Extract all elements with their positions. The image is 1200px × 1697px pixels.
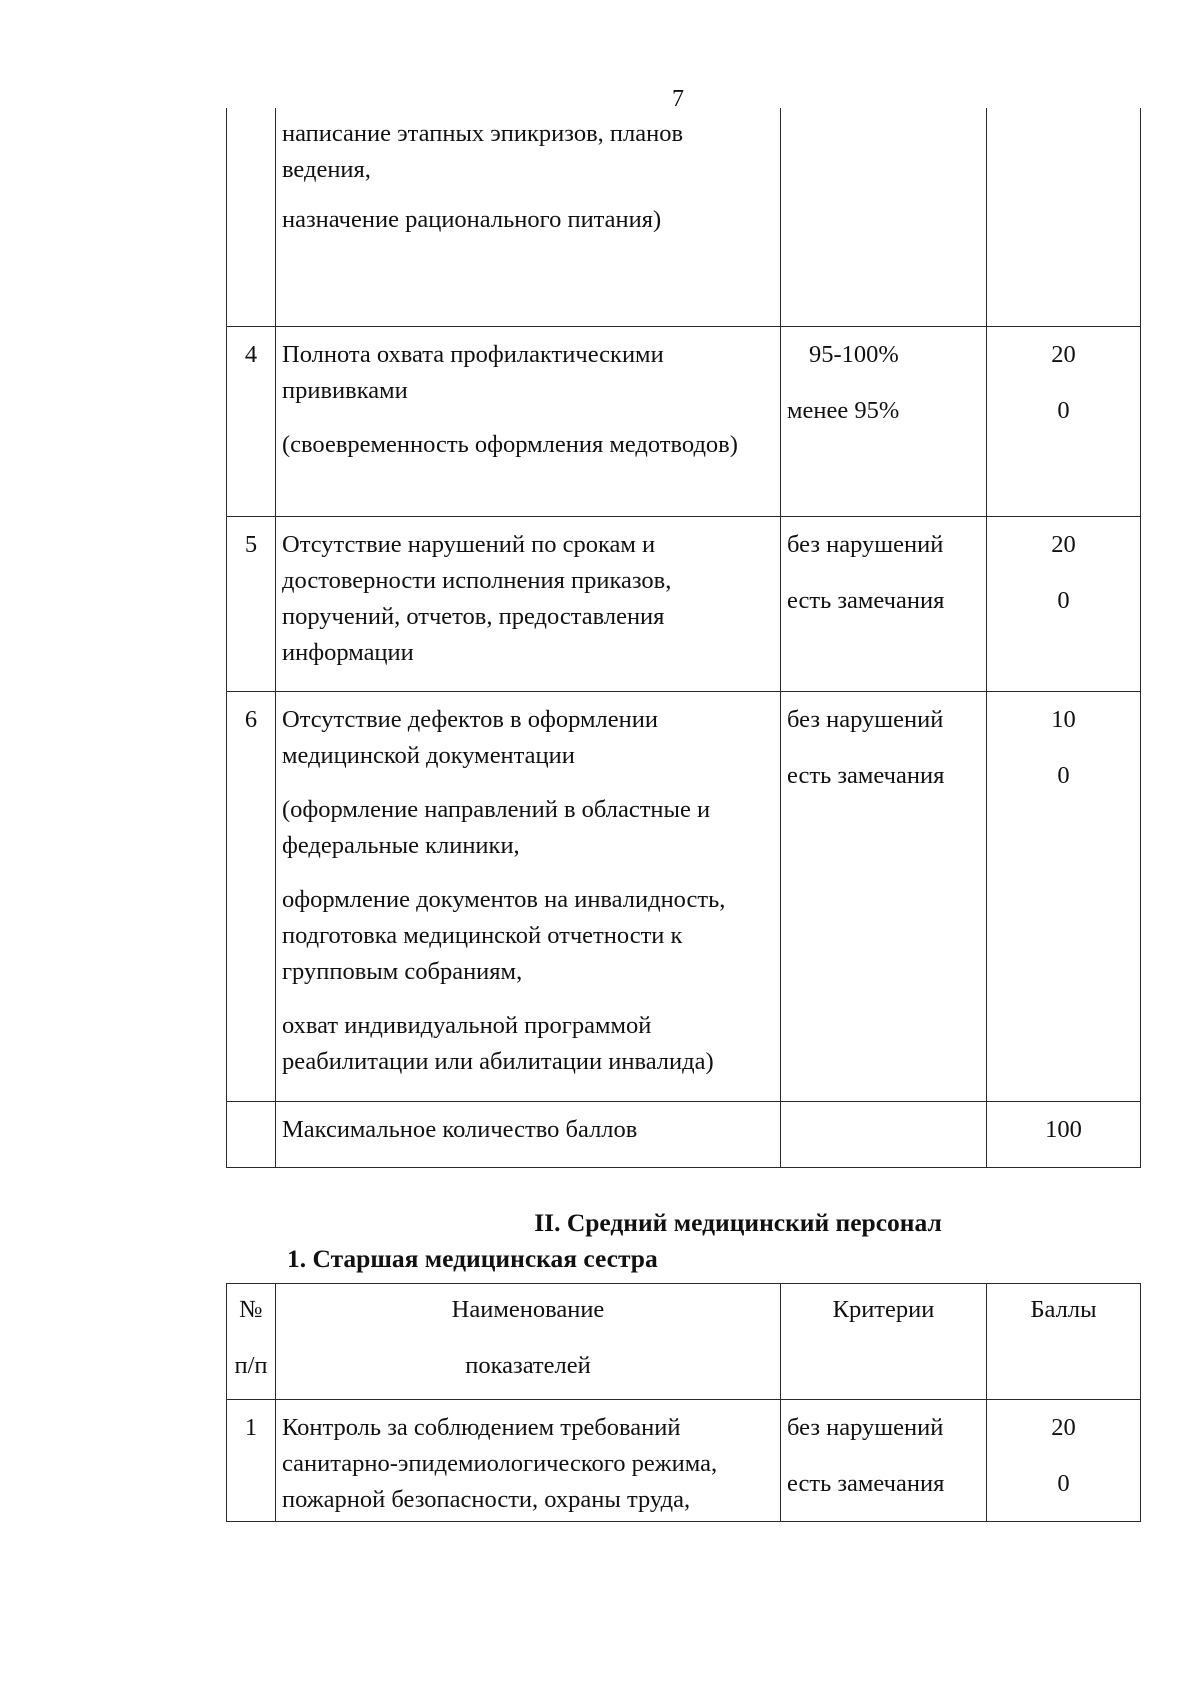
criteria-value: менее 95% [787, 396, 900, 424]
criteria-cell [781, 1400, 987, 1522]
criteria-value: без нарушений [787, 705, 944, 733]
indicator-note: оформление документов на инвалидность, подготовка медицинской отчетности к групповым собраниям, [282, 885, 726, 985]
score-cell [987, 691, 1141, 1101]
score-value: 20 [1051, 340, 1076, 368]
row-number: 1 [227, 1400, 276, 1522]
criteria-cell [781, 1101, 987, 1167]
criteria-cell [781, 108, 987, 326]
header-num: № [239, 1296, 263, 1323]
indicator-name: Отсутствие нарушений по срокам и достоверности исполнения приказов, поручений, отчетов, предоставления информации [282, 530, 672, 666]
header-name-cell [276, 1284, 781, 1400]
criteria-value: есть замечания [787, 1470, 945, 1497]
indicator-name: Полнота охвата профилактическими прививками [282, 340, 664, 404]
score-value: 20 [1051, 530, 1076, 558]
row-number: 4 [227, 326, 276, 516]
indicator-name-cell [276, 1400, 781, 1522]
criteria-value: есть замечания [787, 761, 945, 789]
header-scores: Баллы [987, 1284, 1141, 1400]
header-num-sub: п/п [234, 1352, 268, 1379]
criteria-cell [781, 326, 987, 516]
table-row [227, 516, 1141, 691]
score-cell [987, 516, 1141, 691]
table-row [227, 108, 1141, 326]
score-cell [987, 108, 1141, 326]
score-cell [987, 1400, 1141, 1522]
score-value: 0 [1057, 761, 1070, 789]
score-value: 0 [1057, 586, 1070, 614]
row-number: 5 [227, 516, 276, 691]
header-name-sub: показателей [465, 1352, 591, 1379]
continuation-line: написание этапных эпикризов, планов [282, 120, 684, 147]
table-header-row [227, 1284, 1141, 1400]
section-title: II. Средний медицинский персонал [534, 1208, 942, 1237]
indicator-name-cell [276, 691, 781, 1101]
score-value: 10 [1051, 705, 1076, 733]
score-value: 0 [1057, 396, 1070, 424]
table-row [227, 691, 1141, 1101]
header-criteria: Критерии [781, 1284, 987, 1400]
indicator-name-cell [276, 108, 781, 326]
row-number-cell [227, 1101, 276, 1167]
indicator-name-cell [276, 516, 781, 691]
head-nurse-indicators-table [226, 1283, 1141, 1522]
table-total-row [227, 1101, 1141, 1167]
score-value: 20 [1051, 1414, 1076, 1441]
indicator-name-cell [276, 326, 781, 516]
table-row [227, 1400, 1141, 1522]
indicator-name: Отсутствие дефектов в оформлении медицинской документации [282, 705, 658, 769]
criteria-cell [781, 516, 987, 691]
criteria-value: без нарушений [787, 530, 944, 558]
criteria-cell [781, 691, 987, 1101]
row-number-cell [227, 108, 276, 326]
indicator-note: охват индивидуальной программой реабилитации или абилитации инвалида) [282, 1011, 714, 1075]
table-row [227, 326, 1141, 516]
indicators-table-continued [226, 108, 1141, 1168]
criteria-value: есть замечания [787, 586, 945, 614]
criteria-value: без нарушений [787, 1414, 944, 1441]
page-number: 7 [672, 86, 684, 112]
total-label: Максимальное количество баллов [276, 1101, 781, 1167]
continuation-line: ведения, [282, 156, 371, 183]
header-num-cell [227, 1284, 276, 1400]
header-name: Наименование [451, 1296, 605, 1323]
criteria-value: 95-100% [809, 340, 899, 368]
indicator-note: (своевременность оформления медотводов) [282, 430, 738, 458]
total-score: 100 [987, 1101, 1141, 1167]
row-number: 6 [227, 691, 276, 1101]
score-value: 0 [1057, 1470, 1070, 1497]
indicator-name: Контроль за соблюдением требований санитарно-эпидемиологического режима, пожарной безопасности, охраны труда, [282, 1414, 718, 1513]
continuation-line: назначение рационального питания) [282, 206, 662, 233]
indicator-note: (оформление направлений в областные и федеральные клиники, [282, 795, 711, 859]
score-cell [987, 326, 1141, 516]
subsection-title: 1. Старшая медицинская сестра [287, 1244, 658, 1273]
